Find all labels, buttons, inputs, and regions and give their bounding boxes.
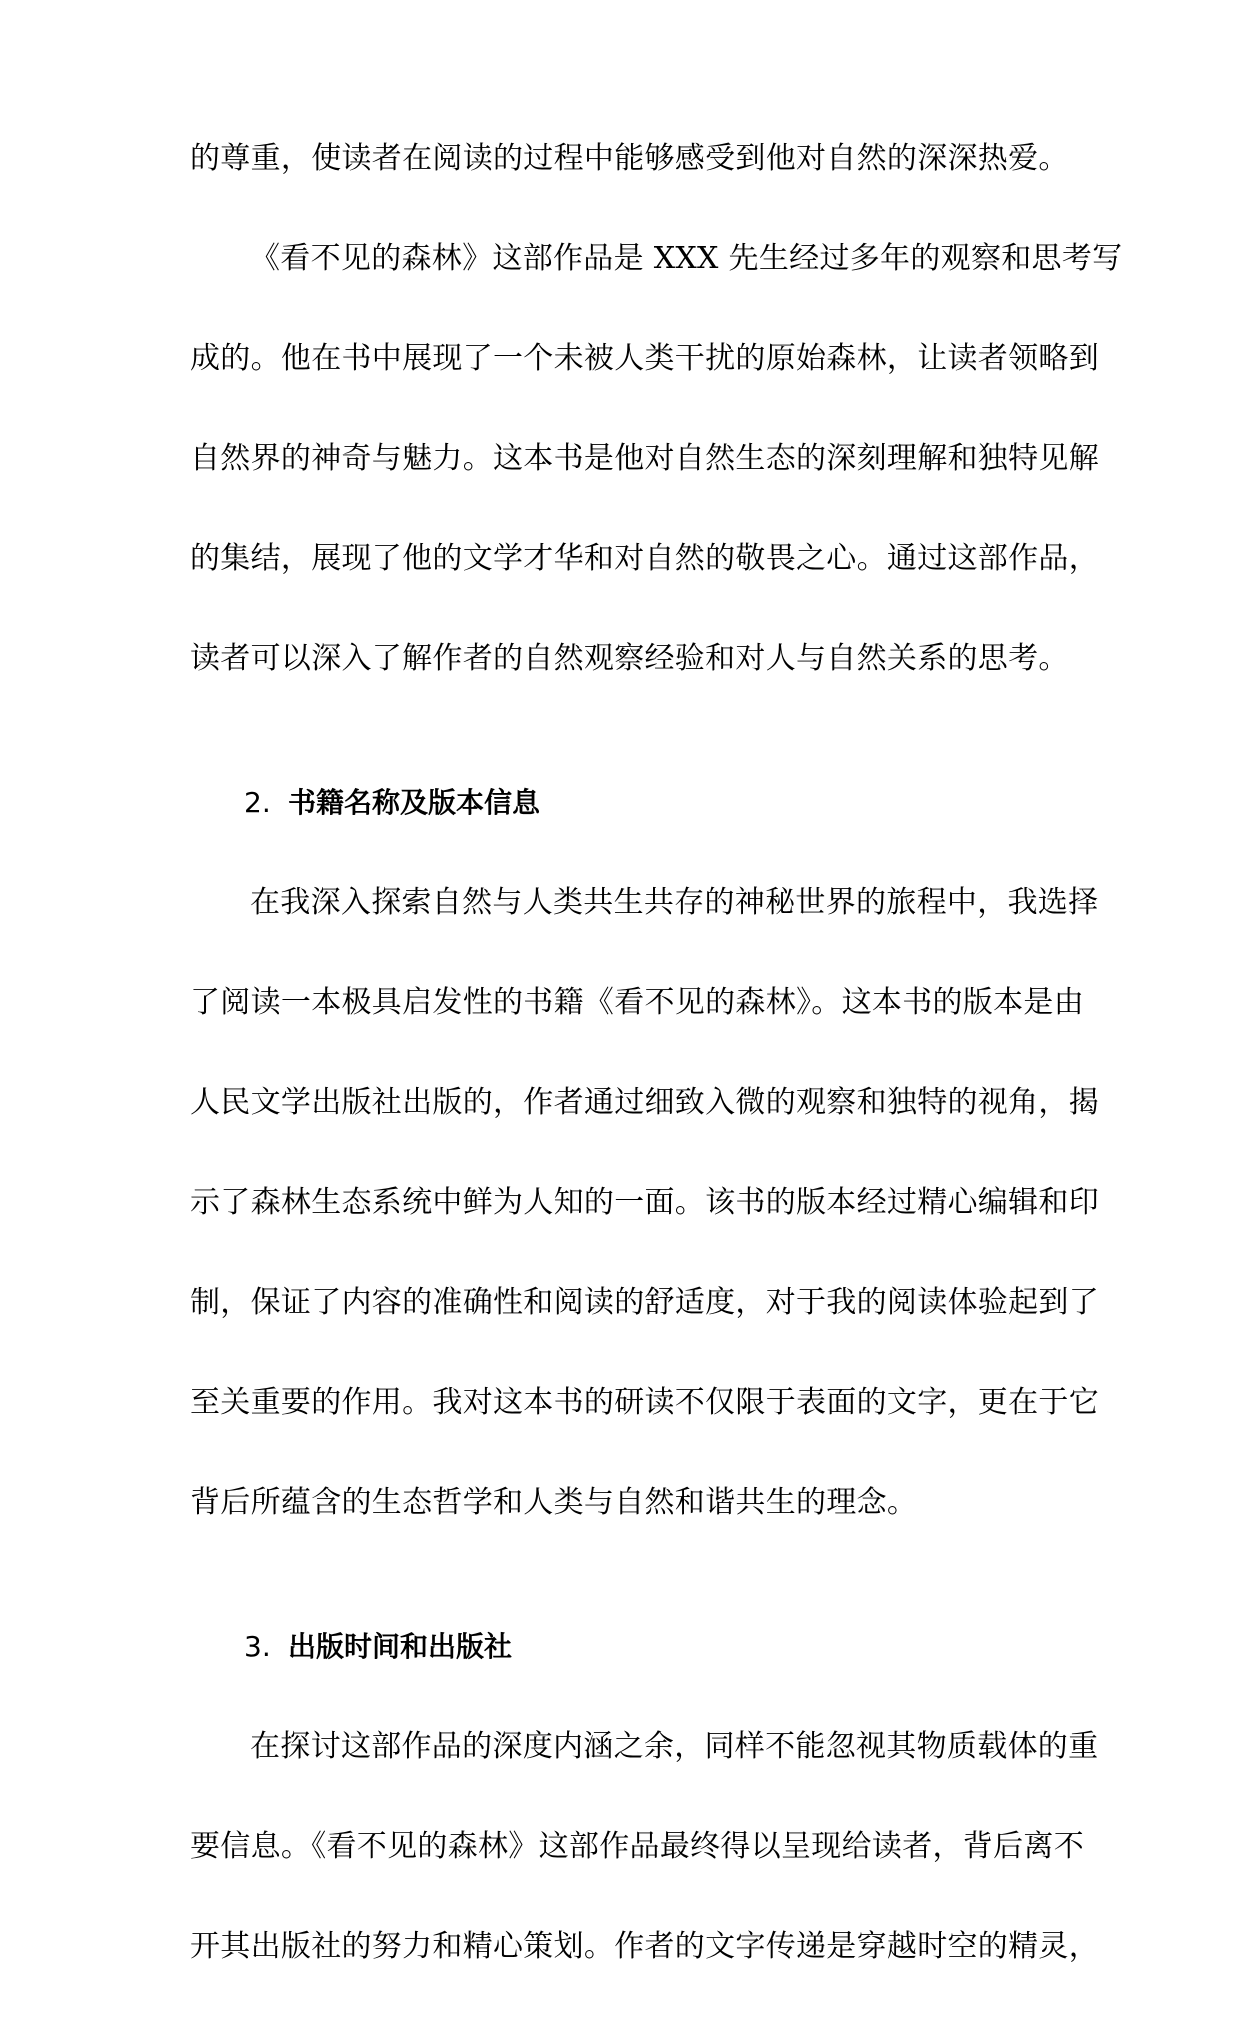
- section-number: 3.: [244, 1630, 271, 1663]
- paragraph-line: 了阅读一本极具启发性的书籍《看不见的森林》。这本书的版本是由: [190, 985, 1084, 1020]
- paragraph-line: 成的。他在书中展现了一个未被人类干扰的原始森林，让读者领略到: [190, 341, 1099, 376]
- paragraph-line: 的集结，展现了他的文学才华和对自然的敬畏之心。通过这部作品，: [190, 541, 1099, 576]
- section-number: 2.: [244, 786, 271, 819]
- section-spacer: [190, 1586, 1048, 1630]
- section-title: 出版时间和出版社: [288, 1630, 513, 1663]
- paragraph-line: 背后所蕴含的生态哲学和人类与自然和谐共生的理念。: [190, 1485, 918, 1520]
- section-spacer: [190, 742, 1048, 786]
- document-body: [190, 141, 1123, 2030]
- paragraph-line: 开其出版社的努力和精心策划。作者的文字传递是穿越时空的精灵，: [190, 1929, 1099, 1964]
- paragraph-line: 人民文学出版社出版的，作者通过细致入微的观察和独特的视角，揭: [190, 1085, 1099, 1120]
- paragraph-line: 读者可以深入了解作者的自然观察经验和对人与自然关系的思考。: [190, 641, 1069, 676]
- paragraph-line: 在探讨这部作品的深度内涵之余，同样不能忽视其物质载体的重: [250, 1729, 1099, 1764]
- paragraph-line: 制，保证了内容的准确性和阅读的舒适度，对于我的阅读体验起到了: [190, 1285, 1099, 1320]
- paragraph-line: 至关重要的作用。我对这本书的研读不仅限于表面的文字，更在于它: [190, 1385, 1099, 1420]
- paragraph-line: 《看不见的森林》这部作品是 XXX 先生经过多年的观察和思考写: [250, 241, 1123, 276]
- section-heading: [190, 1630, 1048, 1664]
- paragraph-line: 要信息。《看不见的森林》这部作品最终得以呈现给读者，背后离不: [190, 1829, 1084, 1864]
- section-heading: [190, 786, 1048, 820]
- paragraph-line: 在我深入探索自然与人类共生共存的神秘世界的旅程中，我选择: [250, 885, 1099, 920]
- section-title: 书籍名称及版本信息: [288, 786, 541, 819]
- paragraph-line: 的尊重，使读者在阅读的过程中能够感受到他对自然的深深热爱。: [190, 141, 1069, 176]
- paragraph-line: 自然界的神奇与魅力。这本书是他对自然生态的深刻理解和独特见解: [190, 441, 1099, 476]
- paragraph-line: 示了森林生态系统中鲜为人知的一面。该书的版本经过精心编辑和印: [190, 1185, 1099, 1220]
